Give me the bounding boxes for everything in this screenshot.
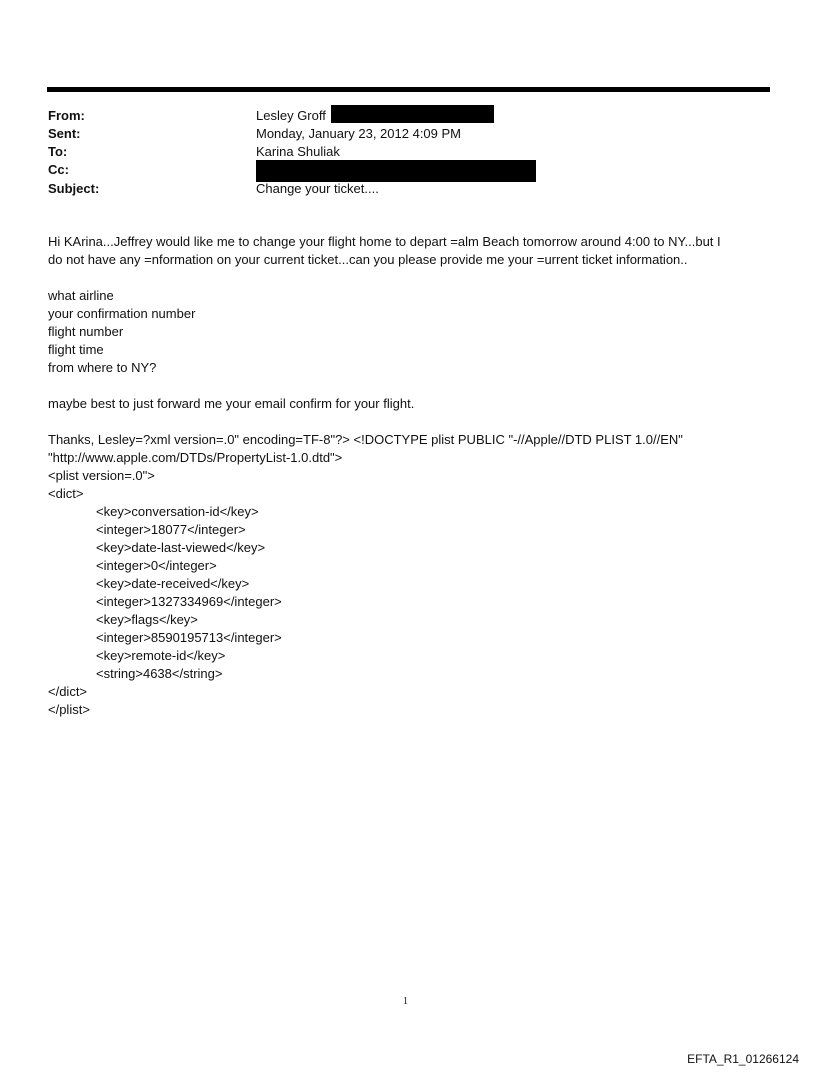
list-item: from where to NY?: [48, 360, 157, 375]
plist-line: Thanks, Lesley=?xml version=.0" encoding=TF-8"?> <!DOCTYPE plist PUBLIC "-//Apple//DTD PLIST 1.0//EN": [48, 432, 683, 447]
document-id: EFTA_R1_01266124: [687, 1052, 799, 1066]
plist-line: <plist version=.0">: [48, 468, 155, 483]
dict-line: <key>date-last-viewed</key>: [96, 540, 266, 555]
intro-line-2: do not have any =nformation on your current ticket...can you please provide me your =urrent ticket information..: [48, 252, 688, 267]
redaction-cc: [256, 160, 536, 182]
sent-value: Monday, January 23, 2012 4:09 PM: [256, 126, 461, 141]
to-value: Karina Shuliak: [256, 144, 340, 159]
end-line: </plist>: [48, 702, 90, 717]
list-item: flight number: [48, 324, 124, 339]
dict-line: <key>conversation-id</key>: [96, 504, 259, 519]
end-line: </dict>: [48, 684, 88, 699]
sent-label: Sent:: [48, 126, 81, 141]
from-value: Lesley Groff: [256, 108, 326, 123]
list-item: flight time: [48, 342, 104, 357]
from-label: From:: [48, 108, 85, 123]
dict-line: <key>date-received</key>: [96, 576, 250, 591]
closing-line: maybe best to just forward me your email confirm for your flight.: [48, 396, 415, 411]
plist-line: <dict>: [48, 486, 84, 501]
to-label: To:: [48, 144, 68, 159]
list-item: what airline: [48, 288, 114, 303]
subject-value: Change your ticket....: [256, 181, 379, 196]
dict-line: <key>flags</key>: [96, 612, 198, 627]
dict-line: <integer>0</integer>: [96, 558, 217, 573]
redaction-from-email: [331, 105, 494, 123]
dict-line: <key>remote-id</key>: [96, 648, 226, 663]
cc-label: Cc:: [48, 162, 69, 177]
page-number: 1: [403, 996, 408, 1007]
intro-line-1: Hi KArina...Jeffrey would like me to change your flight home to depart =alm Beach tomorrow around 4:00 to NY...but I: [48, 234, 721, 249]
email-body: [48, 233, 770, 719]
list-item: your confirmation number: [48, 306, 196, 321]
dict-line: <string>4638</string>: [96, 666, 223, 681]
plist-line: "http://www.apple.com/DTDs/PropertyList-1.0.dtd">: [48, 450, 343, 465]
dict-line: <integer>1327334969</integer>: [96, 594, 282, 609]
dict-line: <integer>8590195713</integer>: [96, 630, 282, 645]
dict-line: <integer>18077</integer>: [96, 522, 246, 537]
header-rule: [47, 87, 770, 92]
subject-label: Subject:: [48, 181, 100, 196]
